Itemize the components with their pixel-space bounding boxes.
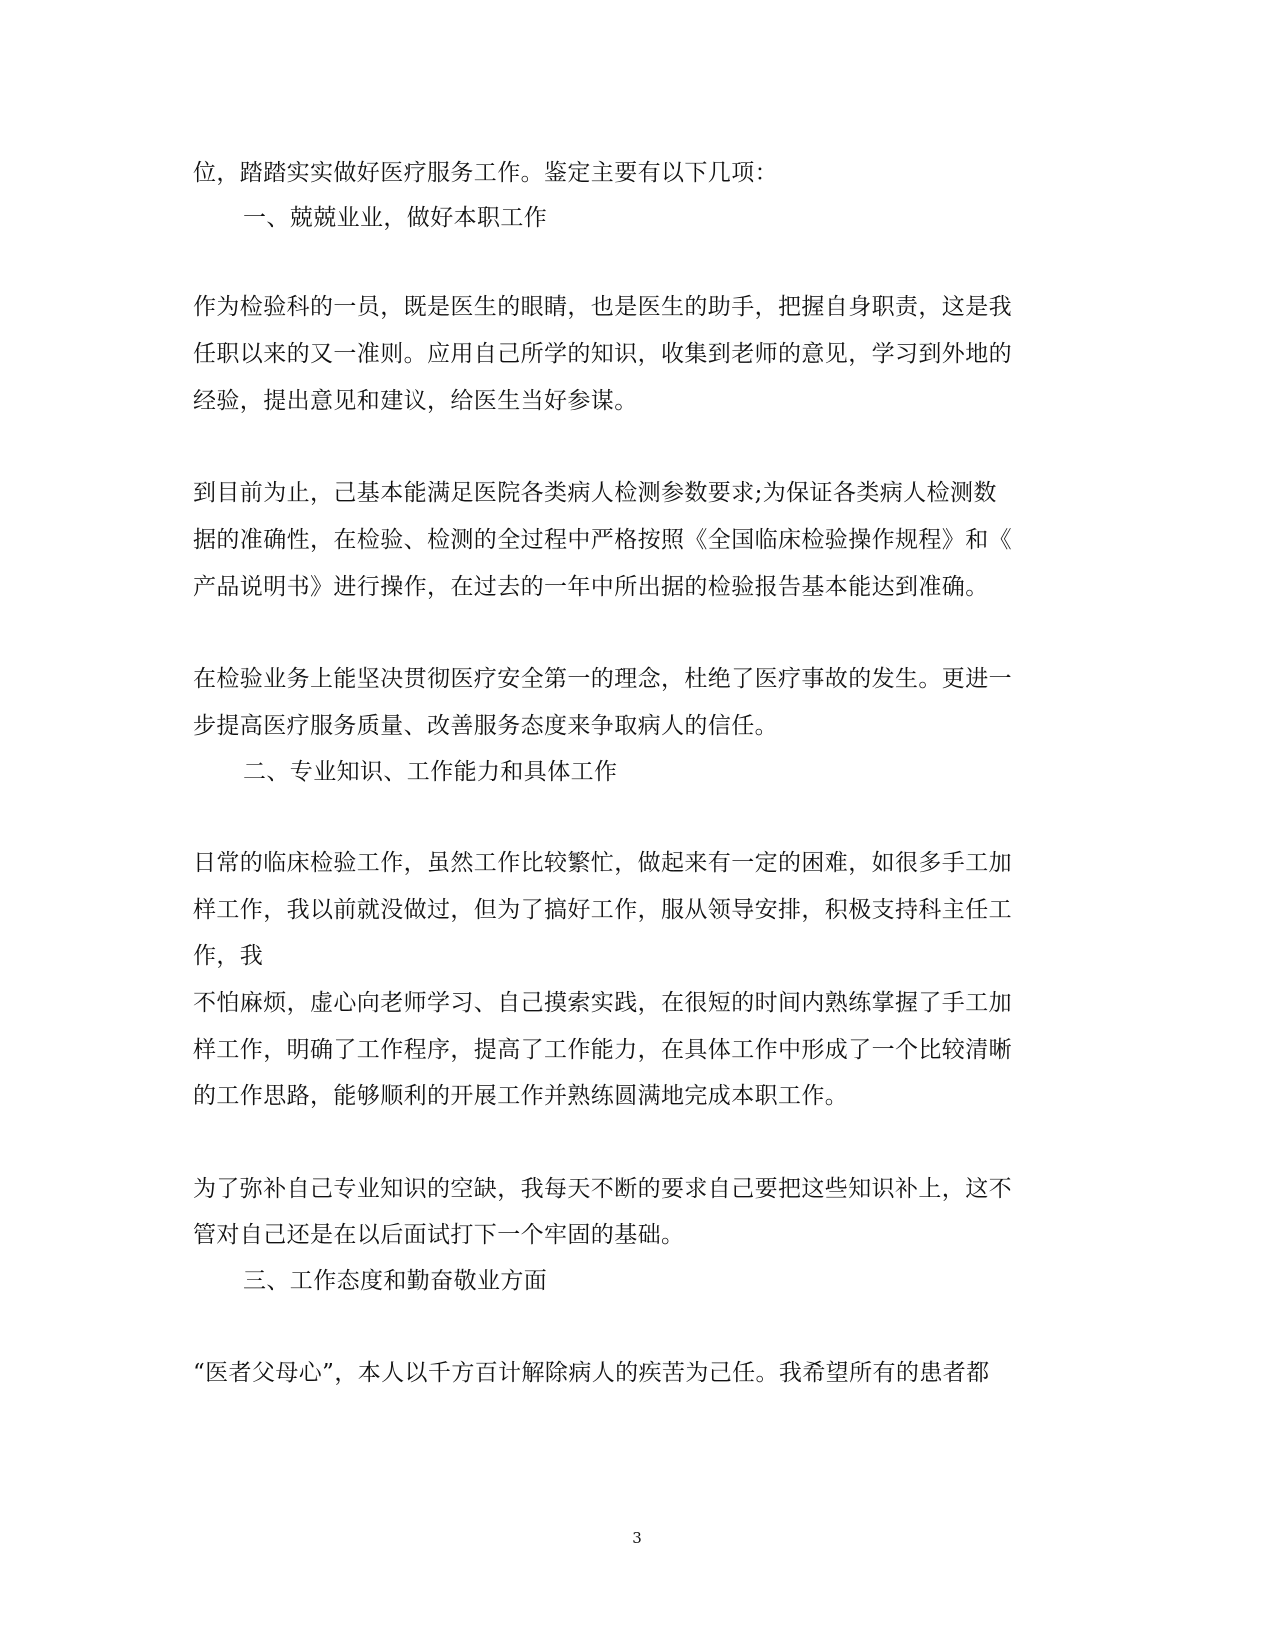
body-text-line: 在检验业务上能坚决贯彻医疗安全第一的理念，杜绝了医疗事故的发生。更进一 — [193, 666, 1012, 692]
body-text-line: 经验，提出意见和建议，给医生当好参谋。 — [193, 388, 638, 414]
body-text-line: 作，我 — [193, 943, 264, 969]
body-text-line: 为了弥补自己专业知识的空缺，我每天不断的要求自己要把这些知识补上，这不 — [193, 1176, 1012, 1202]
body-text-line: 的工作思路，能够顺利的开展工作并熟练圆满地完成本职工作。 — [193, 1083, 849, 1109]
body-text-line: 作为检验科的一员，既是医生的眼睛，也是医生的助手，把握自身职责，这是我 — [193, 294, 1012, 320]
page-number: 3 — [632, 1529, 642, 1547]
body-text-line: 任职以来的又一准则。应用自己所学的知识，收集到老师的意见，学习到外地的 — [193, 341, 1012, 367]
section-heading: 二、专业知识、工作能力和具体工作 — [243, 759, 618, 785]
body-text-line: 日常的临床检验工作，虽然工作比较繁忙，做起来有一定的困难，如很多手工加 — [193, 850, 1012, 876]
section-heading: 三、工作态度和勤奋敬业方面 — [243, 1268, 548, 1294]
body-text-line: 到目前为止，己基本能满足医院各类病人检测参数要求;为保证各类病人检测数 — [193, 480, 997, 506]
body-text-line: 据的准确性，在检验、检测的全过程中严格按照《全国临床检验操作规程》和《 — [193, 527, 1012, 553]
body-text-line: 样工作，明确了工作程序，提高了工作能力，在具体工作中形成了一个比较清晰 — [193, 1037, 1012, 1063]
body-text-line: 不怕麻烦，虚心向老师学习、自己摸索实践，在很短的时间内熟练掌握了手工加 — [193, 990, 1012, 1016]
body-text-line: 步提高医疗服务质量、改善服务态度来争取病人的信任。 — [193, 713, 778, 739]
body-text-line: “医者父母心”，本人以千方百计解除病人的疾苦为己任。我希望所有的患者都 — [193, 1360, 990, 1386]
body-text-line: 样工作，我以前就没做过，但为了搞好工作，服从领导安排，积极支持科主任工 — [193, 897, 1012, 923]
section-heading: 一、兢兢业业，做好本职工作 — [243, 205, 548, 231]
body-text-line: 位，踏踏实实做好医疗服务工作。鉴定主要有以下几项： — [193, 160, 778, 186]
body-text-line: 管对自己还是在以后面试打下一个牢固的基础。 — [193, 1222, 685, 1248]
body-text-line: 产品说明书》进行操作，在过去的一年中所出据的检验报告基本能达到准确。 — [193, 574, 989, 600]
